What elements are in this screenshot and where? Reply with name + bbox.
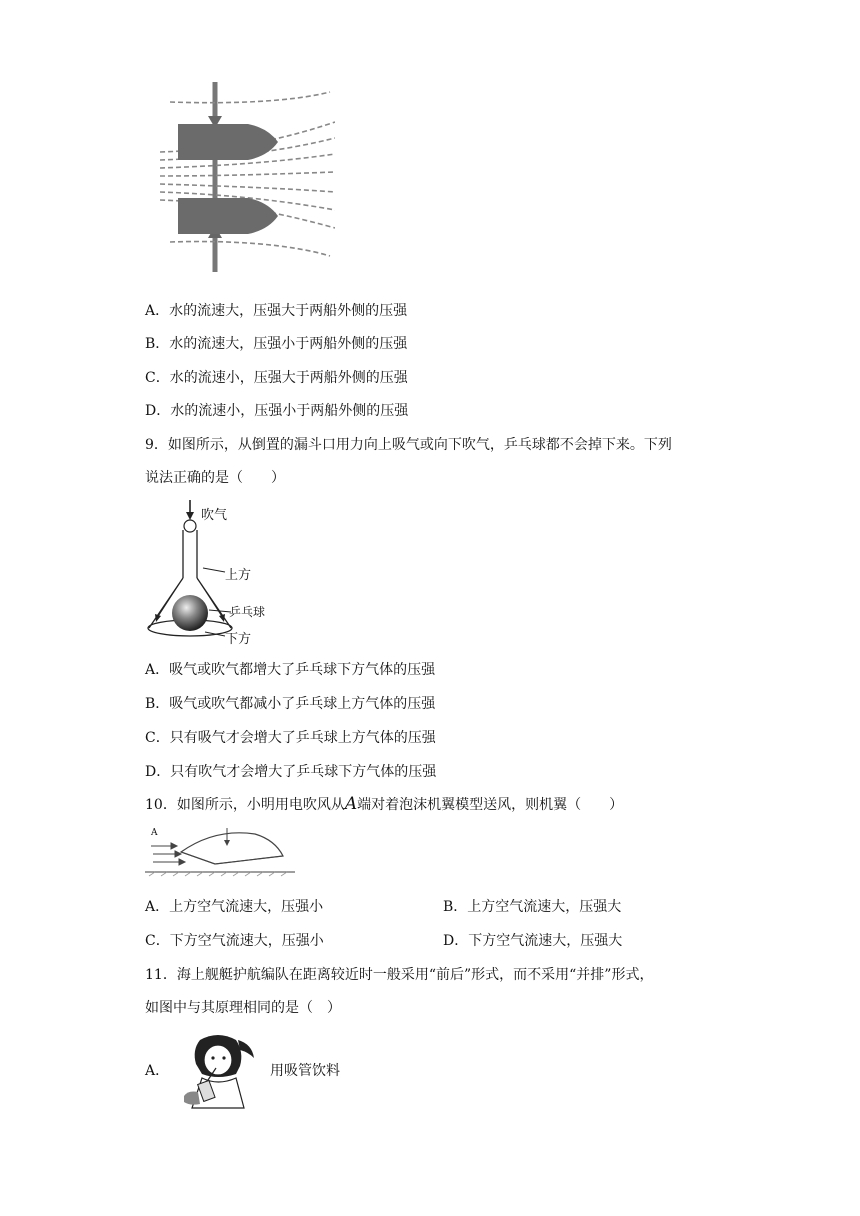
q9-option-c: C．只有吸气才会增大了乒乓球上方气体的压强: [145, 730, 436, 746]
q10-option-a: A．上方空气流速大，压强小: [145, 899, 324, 915]
q8-option-c: C．水的流速小，压强大于两船外侧的压强: [145, 370, 408, 386]
wing-figure: [145, 824, 300, 882]
q11-option-a-letter: A．: [145, 1063, 170, 1079]
q11-stem-line1: 11．海上舰艇护航编队在距离较近时一般采用“前后”形式，而不采用“并排”形式，: [145, 967, 654, 983]
q9-option-d: D．只有吹气才会增大了乒乓球下方气体的压强: [145, 764, 437, 780]
q9-stem-line1: 9．如图所示，从倒置的漏斗口用力向上吸气或向下吹气，乒乓球都不会掉下来。下列: [145, 437, 672, 453]
figure-label-top: 上方: [225, 568, 252, 583]
q10-option-d: D．下方空气流速大，压强大: [443, 933, 623, 949]
q10-option-c: C．下方空气流速大，压强小: [145, 933, 324, 949]
q8-option-d: D．水的流速小，压强小于两船外侧的压强: [145, 403, 409, 419]
wing-figure-label-a: A: [151, 828, 158, 838]
q11-option-a-text: 用吸管饮料: [270, 1063, 340, 1079]
figure-label-bottom: 下方: [225, 632, 252, 647]
figure-label-blow: 吹气: [201, 508, 228, 523]
q9-option-b: B．吸气或吹气都减小了乒乓球上方气体的压强: [145, 696, 436, 712]
figure-label-ball: 乒乓球: [229, 605, 266, 619]
funnel-figure: [145, 500, 285, 648]
q11-stem-line2: 如图中与其原理相同的是（ ）: [145, 1000, 341, 1016]
q8-option-b: B．水的流速大，压强小于两船外侧的压强: [145, 336, 408, 352]
girl-drinking-straw-figure: [178, 1030, 260, 1110]
two-boats-figure: [160, 82, 335, 272]
q9-option-a: A．吸气或吹气都增大了乒乓球下方气体的压强: [145, 662, 436, 678]
q10-stem: 10．如图所示，小明用电吹风从A端对着泡沫机翼模型送风，则机翼（ ）: [145, 794, 624, 814]
q8-option-a: A．水的流速大，压强大于两船外侧的压强: [145, 303, 408, 319]
q10-option-b: B．上方空气流速大，压强大: [443, 899, 622, 915]
q9-stem-line2: 说法正确的是（ ）: [145, 470, 285, 486]
